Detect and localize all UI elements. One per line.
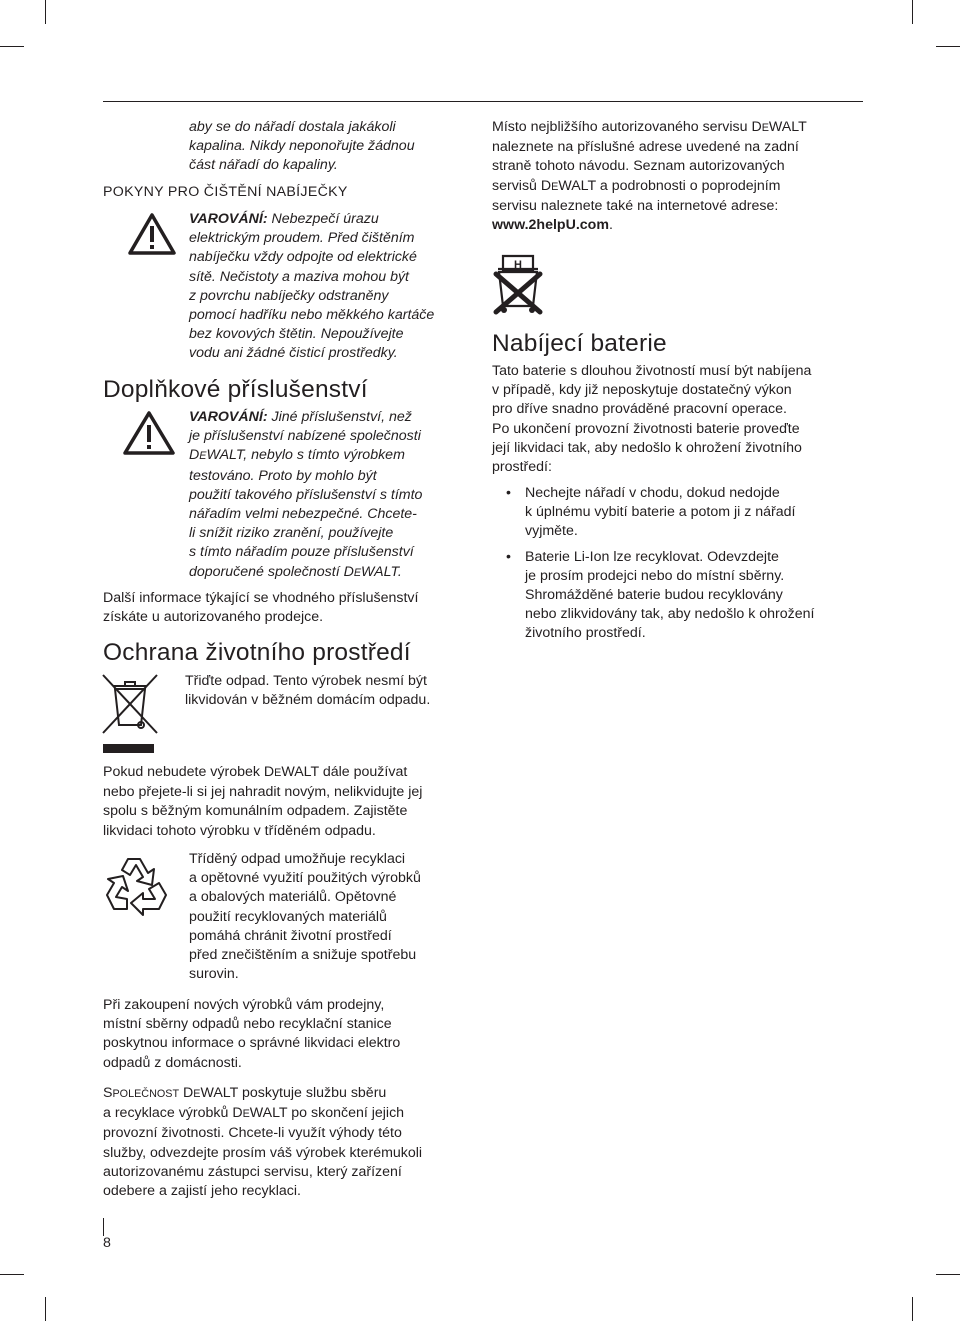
dispose-paragraph: Pokud nebudete výrobek DEWALT dále používat nebo přejete-li si jej nahradit novým, nelikvidujte jej spolu s běžným komunálním odpadem. Zajistěte likvidaci tohoto výrobku v tříděném odpadu. <box>103 764 423 839</box>
accessories-warning: VAROVÁNÍ: Jiné příslušenství, než je příslušenství nabízené společnosti DEWALT, nebylo s tímto výrobkem testováno. Proto by mohlo být použití takového příslušenství s tímto nářadím velmi nebezpečné. Chcete- li snížit riziko zranění, používejte s tímto nářadím pouze příslušenství doporučené společností DEWALT. <box>189 409 423 580</box>
company-paragraph: SPOLEČNOST DEWALT poskytuje službu sběru a recyklace výrobků DEWALT po skončení jejich provozní životnosti. Chcete-li využít výhody této služby, odvezdejte prosím váš výrobek kterémukoli autorizovanému zástupci servisu, který zařízení odebere a zajistí jeho recyklaci. <box>103 1085 423 1200</box>
page-number: 8 <box>103 1235 111 1251</box>
crossed-bin-icon <box>101 673 159 735</box>
sort-text: Třiďte odpad. Tento výrobek nesmí být likvidován v běžném domácím odpadu. <box>185 673 431 709</box>
bin-bar <box>103 744 154 753</box>
warning-triangle-icon <box>127 212 177 256</box>
crop-mark <box>912 1297 913 1321</box>
list-item: • Nechejte nářadí v chodu, dokud nedojde k úplnému vybití baterie a potom ji z nářadí vyjměte. <box>506 485 796 540</box>
battery-bullet-list <box>492 484 872 644</box>
battery-bin-icon <box>490 250 546 318</box>
service-paragraph: Místo nejbližšího autorizovaného servisu DEWALT naleznete na příslušné adrese uvedené na zadní straně tohoto návodu. Seznam autorizovaných servisů DEWALT a podrobnosti o poprodejním servisu naleznete také na internetové adrese: www.2helpU.com. <box>492 119 807 234</box>
accessories-heading: Doplňkové příslušenství <box>103 376 368 403</box>
battery-heading: Nabíjecí baterie <box>492 330 667 357</box>
crop-mark <box>0 46 24 47</box>
battery-paragraph: Tato baterie s dlouhou životností musí být nabíjena v případě, kdy již neposkytuje dostatečný výkon pro dříve snadno prováděné pracovní operace. Po ukončení provozní životnosti baterie proveďte její likvidaci tak, aby nedošlo k ohrožení životního prostředí: <box>492 363 812 476</box>
environment-heading: Ochrana životního prostředí <box>103 639 411 666</box>
svg-text:H: H <box>514 259 522 271</box>
list-item: • Baterie Li-Ion lze recyklovat. Odevzdejte je prosím prodejci nebo do místní sběrny. Shromážděné baterie budou recyklovány nebo zlikvidovány tak, aby nedošlo k ohrožení životního prostředí. <box>506 548 815 642</box>
intro-text: aby se do nářadí dostala jakákoli kapalina. Nikdy neponořujte žádnou část nářadí do kapaliny. <box>189 119 415 174</box>
crop-mark <box>45 0 46 24</box>
purchase-paragraph: Při zakoupení nových výrobků vám prodejny, místní sběrny odpadů nebo recyklační stanice poskytnou informace o správné likvidaci elektro odpadů z domácnosti. <box>103 997 401 1071</box>
crop-mark <box>0 1274 24 1275</box>
crop-mark <box>912 0 913 24</box>
crop-mark <box>936 46 960 47</box>
top-rule <box>103 101 863 102</box>
warning-label: VAROVÁNÍ: <box>189 211 268 227</box>
crop-mark <box>936 1274 960 1275</box>
recycle-icon <box>101 853 175 923</box>
recycle-text: Tříděný odpad umožňuje recyklaci a opětovné využití použitých výrobků a obalových materiálů. Opětovné použití recyklovaných materiálů pomáhá chránit životní prostředí před znečištěním a snižuje spotřebu surovin. <box>189 851 421 983</box>
accessories-info: Další informace týkající se vhodného příslušenství získáte u autorizovaného prodejce. <box>103 590 419 626</box>
service-url-link[interactable]: www.2helpU.com <box>492 217 609 234</box>
warning-label: VAROVÁNÍ: <box>189 409 268 425</box>
crop-mark <box>45 1297 46 1321</box>
warning-triangle-icon <box>122 410 176 456</box>
charger-heading: POKYNY PRO ČIŠTĚNÍ NABÍJEČKY <box>103 184 348 200</box>
charger-warning: VAROVÁNÍ: Nebezpečí úrazu elektrickým proudem. Před čištěním nabíječku vždy odpojte od elektrické sítě. Nečistoty a maziva mohou být z povrchu nabíječky odstraněny pomocí hadříku nebo měkkého kartáče bez kovových štětin. Nepoužívejte vodu ani žádné čisticí prostředky. <box>189 211 435 362</box>
